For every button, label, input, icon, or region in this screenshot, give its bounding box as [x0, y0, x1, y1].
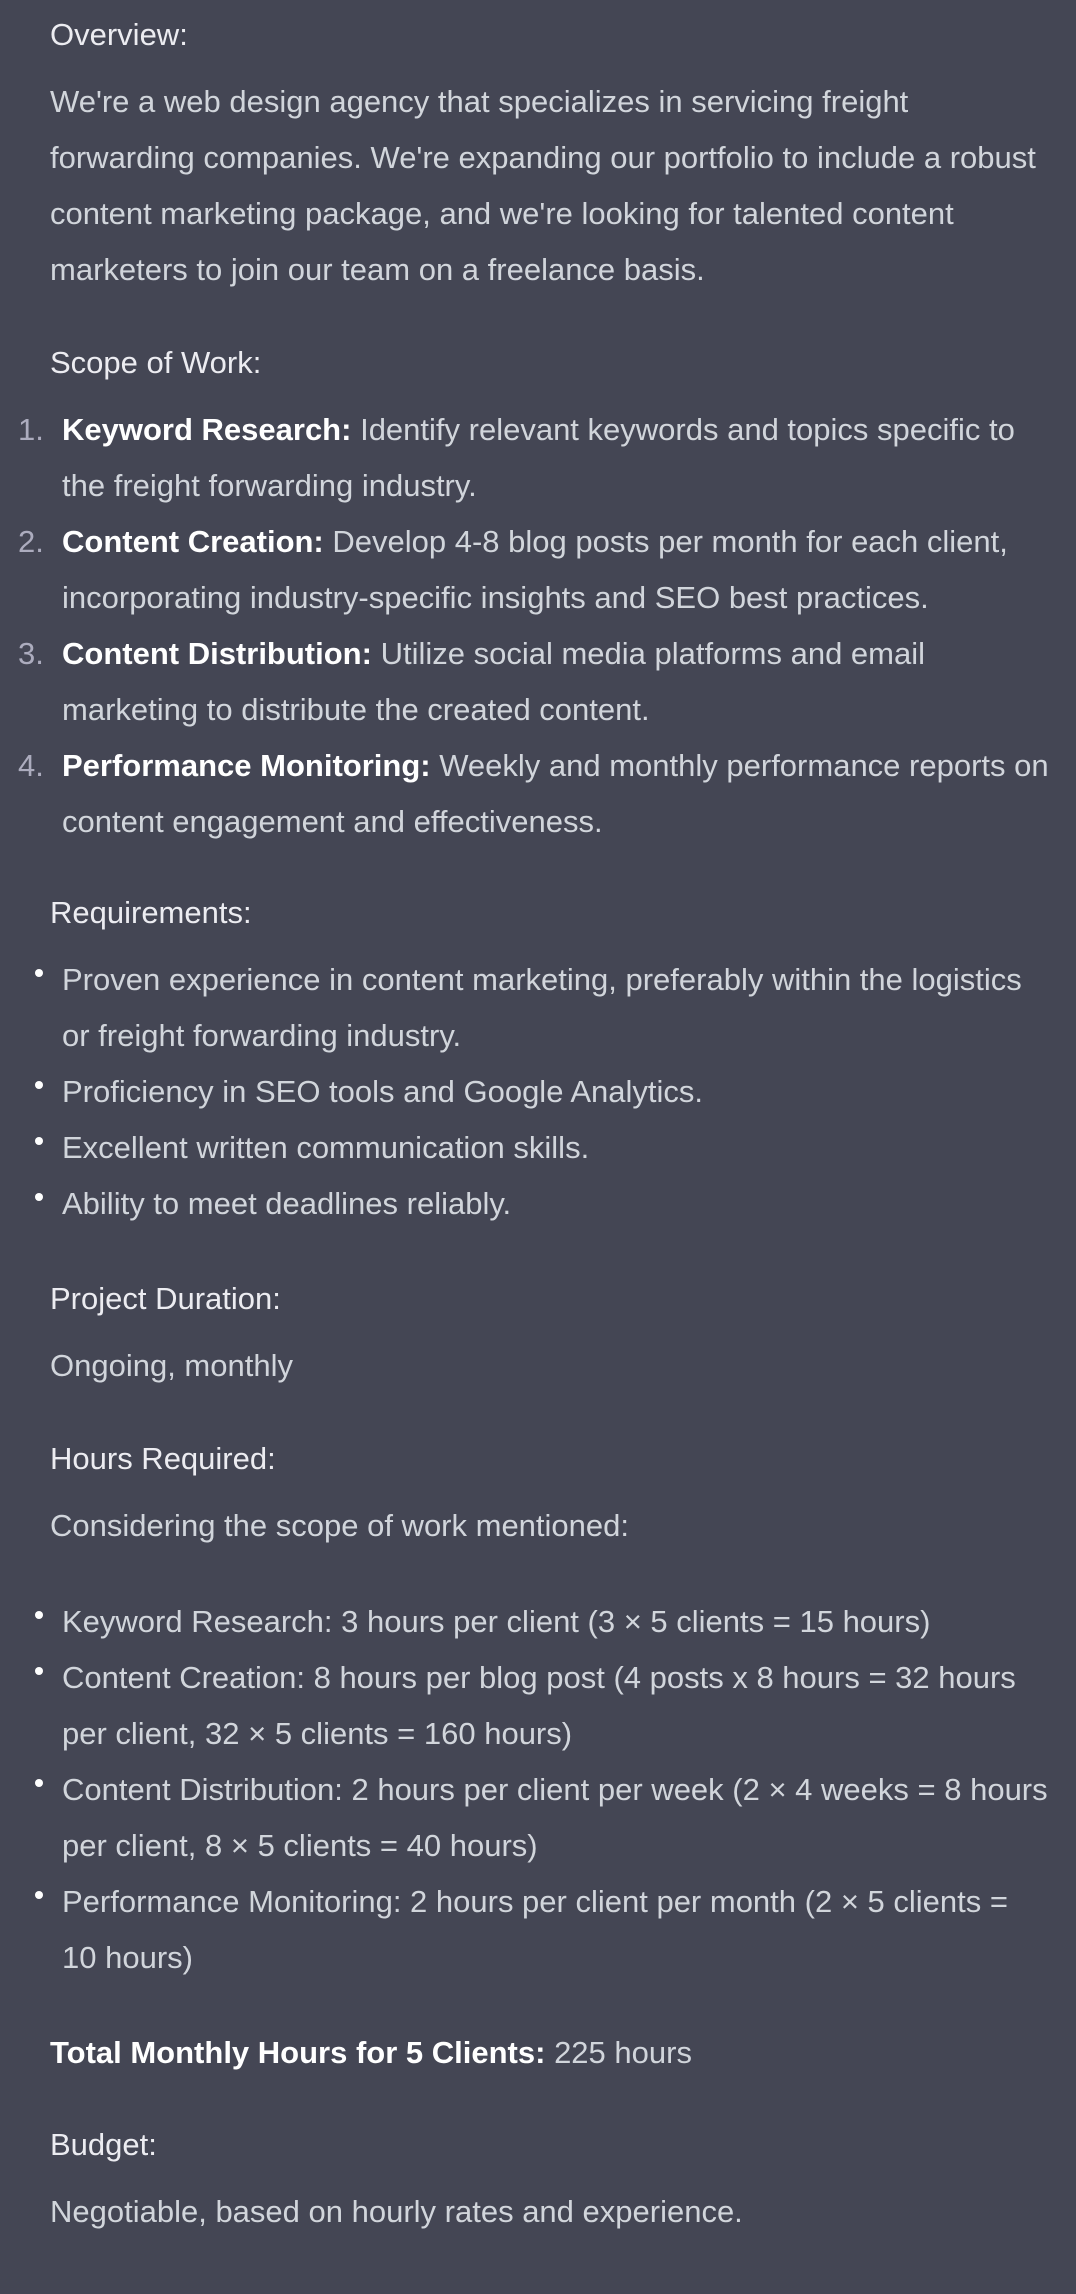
scope-item-title: Keyword Research: — [62, 412, 352, 447]
scope-item-title: Content Distribution: — [62, 636, 372, 671]
bullet-icon — [35, 1081, 43, 1089]
list-number: 4. — [18, 748, 44, 783]
scope-item — [0, 514, 1076, 626]
bullet-icon — [35, 969, 43, 977]
budget-text: Negotiable, based on hourly rates and experience. — [50, 2194, 743, 2229]
scope-item — [0, 738, 1076, 850]
list-item: Proven experience in content marketing, preferably within the logistics or freight forwarding industry. — [0, 952, 1076, 1064]
total-hours-label: Total Monthly Hours for 5 Clients: — [50, 2035, 546, 2070]
scope-heading: Scope of Work: — [50, 345, 262, 380]
list-item: Content Creation: 8 hours per blog post (4 posts x 8 hours = 32 hours per client, 32 × 5 clients = 160 hours) — [0, 1650, 1076, 1762]
list-item: Content Distribution: 2 hours per client per week (2 × 4 weeks = 8 hours per client, 8 × 5 clients = 40 hours) — [0, 1762, 1076, 1874]
bullet-icon — [35, 1193, 43, 1201]
list-item: Proficiency in SEO tools and Google Analytics. — [0, 1064, 1076, 1120]
scope-item-text: Identify relevant keywords and topics specific to the freight forwarding industry. — [62, 412, 1015, 503]
scope-item-text: Utilize social media platforms and email marketing to distribute the created content. — [62, 636, 926, 727]
scope-item — [0, 626, 1076, 738]
duration-text: Ongoing, monthly — [50, 1348, 293, 1383]
total-hours-value: 225 hours — [554, 2035, 692, 2070]
bullet-icon — [35, 1779, 43, 1787]
scope-item-text: Weekly and monthly performance reports on content engagement and effectiveness. — [62, 748, 1049, 839]
bullet-icon — [35, 1667, 43, 1675]
list-item: Keyword Research: 3 hours per client (3 × 5 clients = 15 hours) — [0, 1594, 1076, 1650]
bullet-icon — [35, 1611, 43, 1619]
scope-item-title: Performance Monitoring: — [62, 748, 431, 783]
budget-heading: Budget: — [50, 2127, 157, 2162]
list-item: Ability to meet deadlines reliably. — [0, 1176, 1076, 1232]
scope-item-title: Content Creation: — [62, 524, 324, 559]
list-number: 1. — [18, 412, 44, 447]
duration-heading: Project Duration: — [50, 1281, 281, 1316]
list-number: 2. — [18, 524, 44, 559]
list-item: Excellent written communication skills. — [0, 1120, 1076, 1176]
bullet-icon — [35, 1891, 43, 1899]
hours-heading: Hours Required: — [50, 1441, 276, 1476]
requirements-heading: Requirements: — [50, 895, 252, 930]
bullet-icon — [35, 1137, 43, 1145]
overview-text: We're a web design agency that specializes in servicing freight forwarding companies. We're expanding our portfolio to include a robust content marketing package, and we're looking for talented content marketers to join our team on a freelance basis. — [50, 84, 1036, 287]
scope-item — [0, 402, 1076, 514]
requirements-list — [0, 952, 1076, 1232]
overview-heading: Overview: — [50, 17, 188, 52]
list-item: Performance Monitoring: 2 hours per client per month (2 × 5 clients = 10 hours) — [0, 1874, 1076, 1986]
scope-list — [0, 402, 1076, 850]
total-hours — [50, 2025, 1040, 2081]
hours-intro: Considering the scope of work mentioned: — [50, 1508, 629, 1543]
list-number: 3. — [18, 636, 44, 671]
hours-list — [0, 1594, 1076, 1986]
scope-item-text: Develop 4-8 blog posts per month for each client, incorporating industry-specific insights and SEO best practices. — [62, 524, 1008, 615]
